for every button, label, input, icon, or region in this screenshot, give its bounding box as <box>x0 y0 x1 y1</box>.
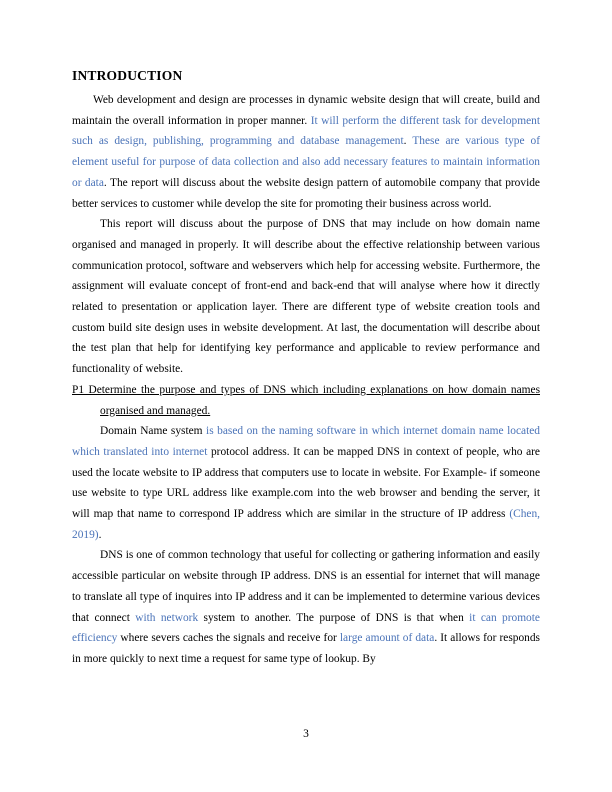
text-run: system to another. The purpose of DNS is that when <box>198 611 470 624</box>
text-run: . The report will discuss about the website design pattern of automobile company that provide better services to customer while develop the site for promoting their business across world. <box>72 176 540 210</box>
section-heading-p1: P1 Determine the purpose and types of DNS which including explanations on how domain names organised and managed. <box>72 383 540 417</box>
document-page <box>72 68 540 670</box>
highlighted-text: These are various type of element useful for purpose of data collection and also add necessary features to maintain information or data <box>72 135 540 189</box>
highlighted-text: large amount of data <box>339 632 435 645</box>
overview-paragraph: This report will discuss about the purpose of DNS that may include on how domain name organised and managed in properly. It will describe about the effective relationship between various communication protocol, software and webservers which help for accessing website. Furthermore, the assignment will evaluate concept of front-end and back-end that will analyse where how it directly related to presentation or application layer. There are different type of website creation tools and custom build site design uses in website development. At last, the documentation will describe about the test plan that help for identifying key performance and applicable to review performance and functionality of website. <box>72 218 540 376</box>
text-run: DNS is one of common technology that useful for collecting or gathering information and easily accessible particular on website through IP address. DNS is an essential for internet that will manage to translate all type of inquires into IP address and it can be implemented to determine various devices that connect <box>72 549 540 624</box>
page-number: 3 <box>303 728 309 740</box>
highlighted-text: with network <box>135 611 199 624</box>
intro-paragraph <box>72 90 540 214</box>
dns-purpose-paragraph <box>72 545 540 669</box>
text-run: . <box>98 528 102 541</box>
highlighted-text: is based on the naming software in which internet domain name located which translated into internet <box>72 425 540 458</box>
text-run: Domain Name system <box>100 425 207 438</box>
text-run: where severs caches the signals and receive for <box>117 632 340 645</box>
text-run: . It allows for responds in more quickly to next time a request for same type of lookup. By <box>72 632 540 665</box>
text-run: . <box>403 135 413 148</box>
text-run: Web development and design are processes in dynamic website design that will create, build and maintain the overall information in proper manner. <box>72 94 540 127</box>
highlighted-text: It will perform the different task for development such as design, publishing, programming and database management <box>72 114 540 148</box>
dns-paragraph <box>72 421 540 545</box>
citation: (Chen, 2019) <box>72 508 540 541</box>
page-heading: INTRODUCTION <box>72 68 183 83</box>
text-run: protocol address. It can be mapped DNS in context of people, who are used the locate website to IP address that computers use to locate in website. For Example- if someone use website to type URL address like example.com into the web browser and bending the server, it will map that name to correspond IP address which are similar in the structure of IP address <box>72 445 540 521</box>
highlighted-text: it can promote efficiency <box>72 611 540 645</box>
